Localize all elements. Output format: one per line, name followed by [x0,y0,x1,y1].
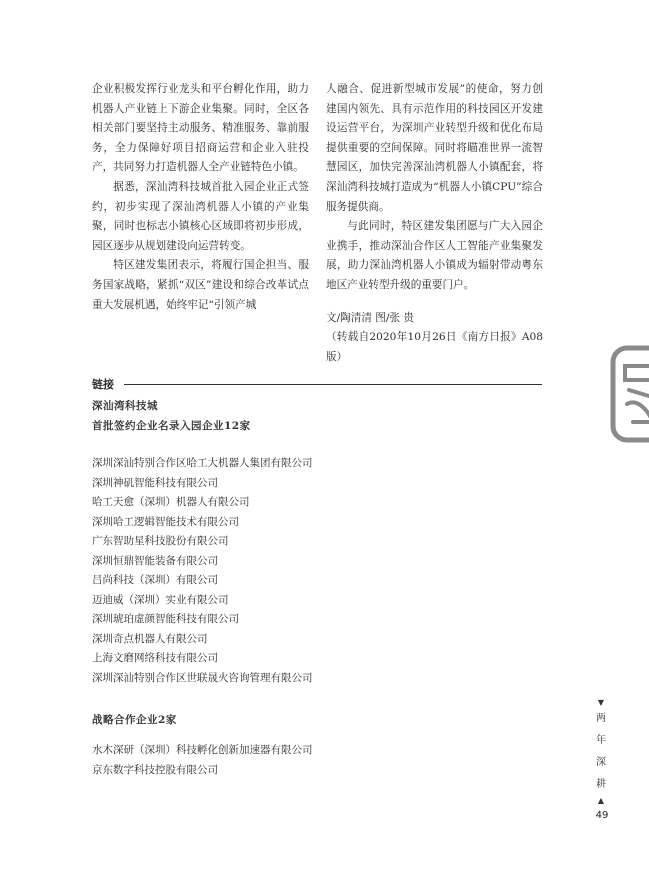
sidebar-label: 链接 [92,378,114,391]
list-item: 深圳深汕特别合作区哈工大机器人集团有限公司 [92,457,313,469]
sidebar-heading: 深汕湾科技城 [92,400,158,412]
article-column-left [92,80,309,315]
list-item: 广东智助星科技股份有限公司 [92,535,229,548]
list-item: 深圳神矶智能科技有限公司 [92,476,218,489]
article-paragraph: 人融合、促进新型城市发展”的使命，努力创建国内领先、具有示范作用的科技园区开发建设运营平台，为深圳产业转型升级和优化布局提供重要的空间保障。同时将瞄准世界一流智慧园区，加快完善深汕湾机器人小镇配套，将深汕湾科技城打造成为“机器人小镇CPU”综合服务提供商。 [326,83,543,213]
list-item: 深圳哈工逻辑智能技术有限公司 [92,515,239,528]
article-source: （转载自2020年10月26日《南方日报》A08版） [326,331,543,363]
section-label [590,698,612,806]
list-item: 水木深研（深圳）科技孵化创新加速器有限公司 [92,744,313,756]
company-list [92,454,313,689]
list-item: 深圳琥珀虚颜智能科技有限公司 [92,613,239,626]
triangle-up-icon: ▲ [597,796,605,805]
article-paragraph: 与此同时，特区建发集团愿与广大入园企业携手，推动深汕合作区人工智能产业集聚发展，助力深汕湾机器人小镇成为辐射带动粤东地区产业转型升级的重要门户。 [326,220,543,291]
company-list [92,741,313,780]
list-item: 吕尚科技（深圳）有限公司 [92,574,218,587]
triangle-down-icon: ▼ [597,698,605,707]
divider [124,384,542,385]
article-paragraph: 特区建发集团表示，将履行国企担当、服务国家战略，紧抓“双区”建设和综合改革试点重大发展机遇，始终牢记“引领产城 [92,259,309,311]
section-label-char: 年 [596,735,606,746]
article-paragraph: 企业积极发挥行业龙头和平台孵化作用，助力机器人产业链上下游企业集聚。同时，全区各相关部门要坚持主动服务、精准服务、靠前服务，全力保障好项目招商运营和企业入驻投产，共同努力打造机器人全产业链特色小镇。 [92,83,309,174]
seal-stamp-icon [607,344,649,444]
section-label-char: 深 [596,757,606,768]
group-b-title: 战略合作企业2家 [92,714,177,726]
list-item: 迈迪威（深圳）实业有限公司 [92,593,229,606]
group-a-title: 首批签约企业名录入园企业12家 [92,420,251,432]
list-item: 上海文磨网络科技有限公司 [92,652,218,665]
list-item: 京东数字科技控股有限公司 [92,763,218,776]
article-column-right [326,80,543,367]
page-number: 49 [595,810,609,821]
sidebar-header [92,376,542,392]
list-item: 深圳恒鼎智能装备有限公司 [92,554,218,567]
list-item: 深圳奇点机器人有限公司 [92,632,208,645]
list-item: 深圳深汕特别合作区世联晟火咨询管理有限公司 [92,672,313,685]
section-label-char: 耕 [596,779,606,790]
list-item: 哈工天愈（深圳）机器人有限公司 [92,496,250,509]
section-label-char: 两 [596,713,606,724]
article-credit: 文/陶清清 图/张 贵 [326,311,415,324]
article-paragraph: 据悉，深汕湾科技城首批入园企业正式签约，初步实现了深汕湾机器人小镇的产业集聚，同时也标志小镇核心区域即将初步形成，园区逐步从规划建设向运营转变。 [92,180,309,252]
